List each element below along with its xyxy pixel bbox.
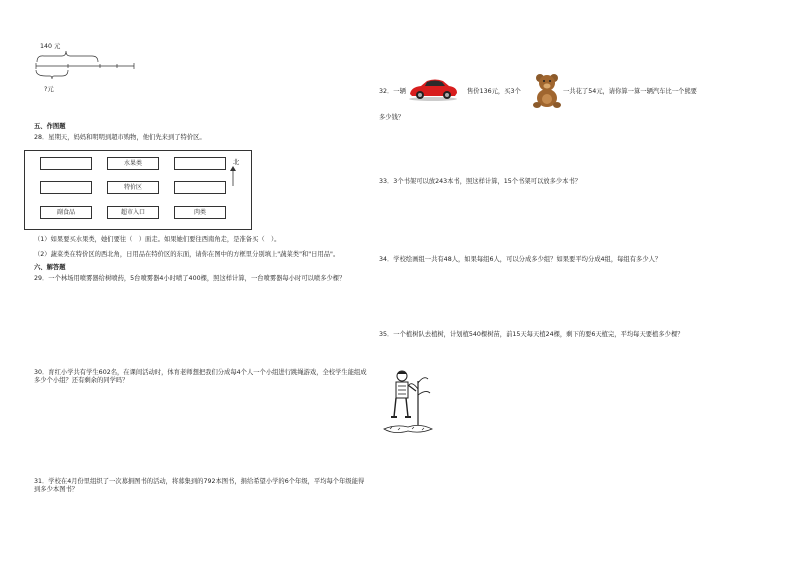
question-32-suffix: 一共花了54元，请你算一算一辆汽车比一个熊要 — [563, 88, 697, 95]
segment-diagram — [32, 50, 142, 80]
diagram-bottom-label: ?元 — [44, 86, 54, 93]
question-32-prefix: 32．一辆 — [379, 88, 406, 95]
section-6-title: 六、解答题 — [34, 264, 66, 271]
question-34: 34．学校绘画组一共有48人，如果每组6人，可以分成多少组？如果要平均分成4组，每组有多少人？ — [379, 256, 662, 263]
map-box-meat: 肉类 — [174, 206, 226, 219]
map-box-blank-2 — [174, 157, 226, 170]
question-32-middle: 售价136元，买3个 — [467, 88, 521, 95]
map-box-special: 特价区 — [107, 181, 159, 194]
map-box-fruit: 水果类 — [107, 157, 159, 170]
question-28-sub2: （2）蔬菜类在特价区的西北角，日用品在特价区的东面，请你在图中的方框里分别填上"蔬菜类"和"日用品"。 — [34, 251, 340, 258]
map-box-entrance: 超市入口 — [107, 206, 159, 219]
question-31: 31．学校在4月份里组织了一次募捐图书的活动，将募集到的792本图书，捐给希望小学的6个年级，平均每个年级能得到多少本图书？ — [34, 478, 365, 493]
question-28-sub1: （1）如果要买水果类，她们要往（ ）面走。如果她们要往西南角走，是准备买（ ）。 — [34, 236, 281, 243]
map-box-blank-4 — [174, 181, 226, 194]
red-sports-car-icon — [407, 76, 459, 102]
teddy-bear-icon — [532, 72, 562, 108]
map-box-blank-3 — [40, 181, 92, 194]
question-33: 33．3个书架可以放243本书，照这样计算，15个书架可以放多少本书？ — [379, 178, 582, 185]
question-29: 29．一个林场用喷雾器给树喷药，5台喷雾器4小时喷了400棵，照这样计算，一台喷雾器每小时可以喷多少棵？ — [34, 275, 346, 282]
section-5-title: 五、作图题 — [34, 123, 66, 130]
map-box-food: 副食品 — [40, 206, 92, 219]
question-28: 28．星期天，妈妈和明明到超市购物，他们先来到了特价区。 — [34, 134, 206, 141]
map-box-blank-1 — [40, 157, 92, 170]
question-32-line2: 多少钱？ — [379, 114, 405, 121]
boy-planting-tree-icon — [382, 369, 434, 437]
north-arrow-icon — [229, 165, 237, 187]
diagram-top-label: 140 元 — [40, 43, 61, 50]
question-35: 35．一个植树队去植树，计划植540棵树苗，前15天每天植24棵，剩下的要6天植完，平均每天要植多少棵？ — [379, 331, 684, 338]
north-label: 北 — [233, 159, 240, 166]
question-30: 30．育红小学共有学生602名，在课间活动时，体育老师想把我们分成每4个人一个小组进行跳绳游戏，全校学生能组成多少个小组？还有剩余的同学吗？ — [34, 369, 367, 384]
